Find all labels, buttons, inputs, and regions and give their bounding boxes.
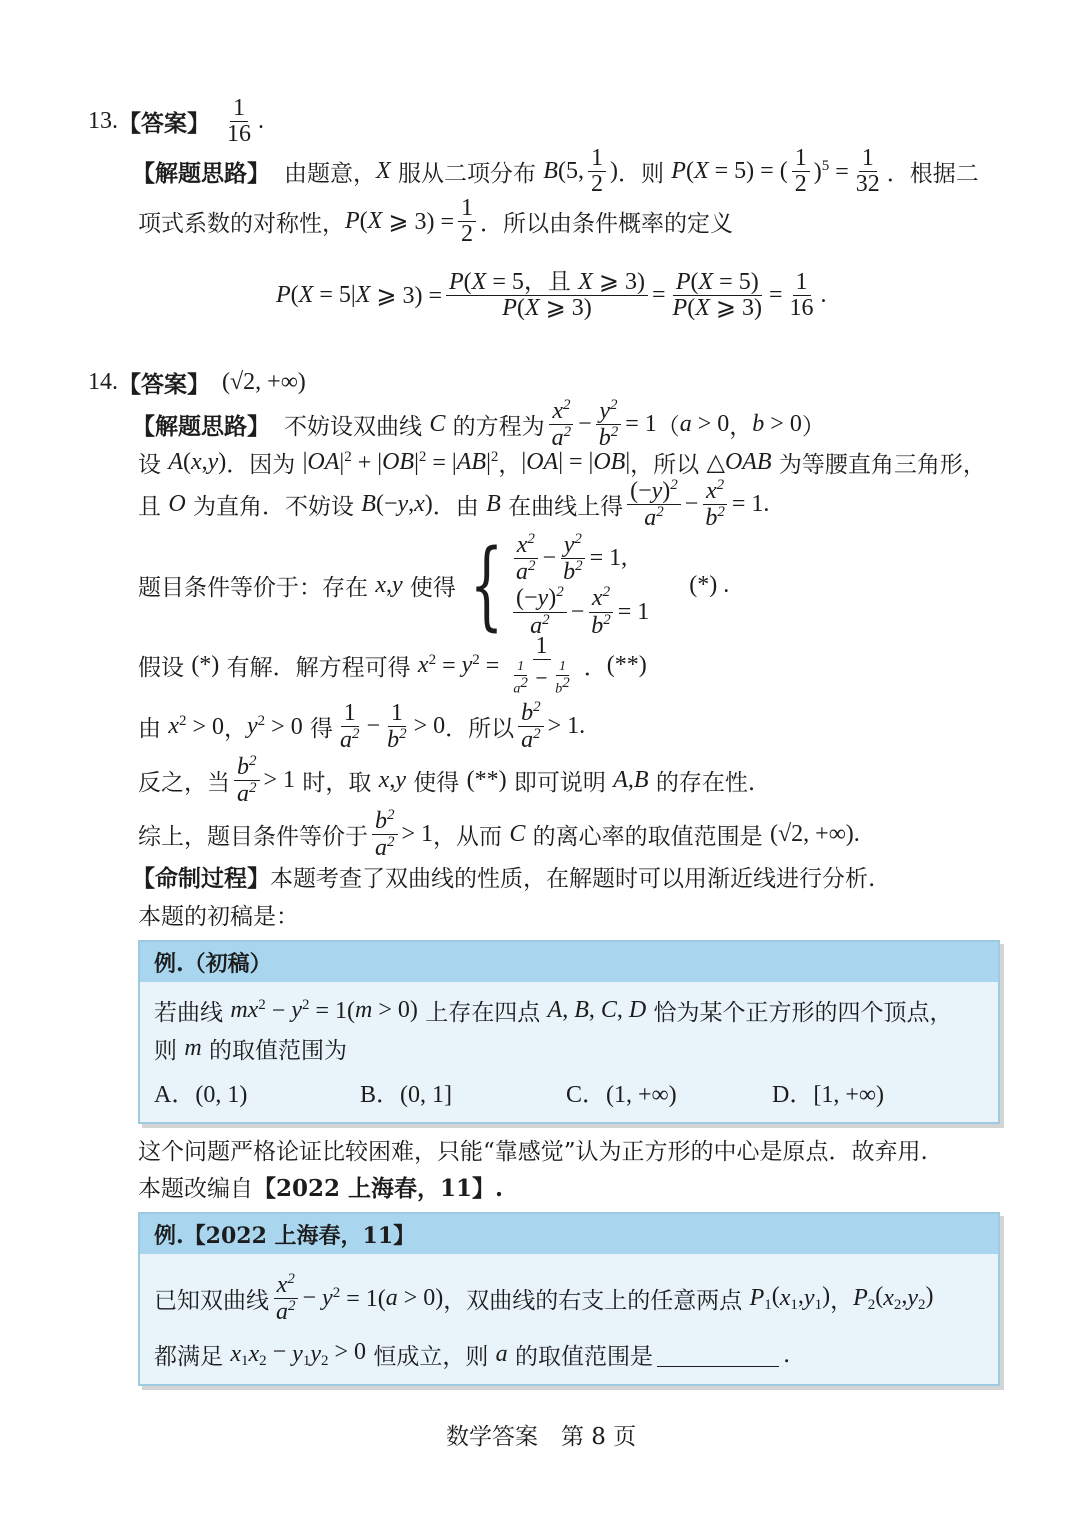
system-brace: {: [469, 529, 504, 642]
q14-line7: 反之，当 $\frac{b^2}{a^2}$ > 1 时，取 x , y 使得 (**) 即可说明 A , B 的存在性.: [138, 753, 756, 808]
example1-options: [154, 1074, 884, 1109]
q13-idea-line1: 【解题思路】 由题意， X 服从二项分布 B (5, $\frac{1}{2}$ ) ．则 P ( X = 5) = ( $\frac{1}{2}$ )$^5$ = $\frac{1}{32}$ ．根据二: [132, 145, 979, 198]
q13-idea-line2: 项式系数的对称性， P ( X ⩾ 3) = $\frac{1}{2}$ ．所以由条件概率的定义: [138, 195, 733, 248]
q14-idea-line1: 【解题思路】 不妨设双曲线 C 的方程为 $\frac{x^2}{a^2}$ − $\frac{y^2}{b^2}$ = 1 （ a > 0 ， b > 0 ）: [132, 397, 825, 452]
q13-number: 13.: [88, 108, 118, 135]
q14-answer-value: (√2, +∞): [222, 369, 306, 395]
q13-answer-label: 【答案】: [118, 110, 210, 138]
page-footer: 数学答案 第 8 页: [446, 1424, 637, 1450]
example2-title: 例.【2022 上海春，11】: [140, 1214, 998, 1254]
comment-line1: 这个问题严格论证比较困难，只能“靠感觉”认为正方形的中心是原点．故弃用.: [138, 1139, 928, 1165]
option-b: B．(0, 1]: [360, 1082, 452, 1108]
q14-draft-intro: 本题的初稿是：: [138, 904, 299, 930]
q14-process-label: 【命制过程】: [132, 865, 270, 892]
q14-answer-line: [88, 366, 306, 399]
example-box-source: [138, 1212, 1000, 1386]
q14-line8: 综上，题目条件等价于 $\frac{b^2}{a^2}$ > 1 ，从而 C 的离心率的取值范围是 (√2, +∞).: [138, 807, 860, 862]
q13-answer-line: 13. 【答案】 $\frac{1}{16}$ .: [88, 95, 264, 148]
q14-line6: 由 x $^2$ > 0 ， y $^2$ > 0 得 $\frac{1}{a^2}$ − $\frac{1}{b^2}$ > 0 ．所以 $\frac{b^2}{a^2}$ > 1.: [138, 699, 586, 754]
source-ref: 【2022 上海春，11】.: [253, 1175, 504, 1202]
example-box-draft: [138, 940, 1000, 1124]
q14-number: 14.: [88, 369, 118, 395]
example2-text1: 已知双曲线 $\frac{x^2}{a^2}$ − y $^2$ = 1( a > 0) ，双曲线的右支上的任意两点 P $_1$( x $_1$, y $_1$) ， P $_2$( x $_2$, y $_2$): [154, 1271, 934, 1326]
q14-idea-label: 【解题思路】: [132, 413, 270, 441]
q14-process-text: 本题考查了双曲线的性质，在解题时可以用渐近线进行分析.: [270, 866, 876, 892]
example2-text2: 都满足 x $_1$ x $_2$ − y $_1$ y $_2$ > 0 恒成立，则 a 的取值范围是 .: [154, 1339, 791, 1370]
q14-line3: 且 O 为直角．不妨设 B (− y , x ) ．由 B 在曲线上得 $\frac{(-y)^2}{a^2}$ − $\frac{x^2}{b^2}$ = 1.: [138, 477, 770, 532]
comment-line2: 本题改编自 【2022 上海春，11】.: [138, 1170, 503, 1203]
option-a: A．(0, 1): [154, 1082, 248, 1108]
q14-line2: 设 A ( x , y ) ．因为 | OA $|^2$ + | OB $|^2$ = | AB $|^2$ ， | OA | = | OB | ，所以 △ OAB 为等腰直角三角形，: [138, 448, 986, 478]
answer-blank: [657, 1342, 779, 1367]
q14-answer-label: 【答案】: [118, 371, 210, 398]
q13-formula: P ( X = 5| X ⩾ 3) = $\frac{\text{P(X = 5，且 X ⩾ 3)}}{P(X ⩾ 3)}$ = $\frac{P(X = 5)}{P(X ⩾ 3)}$ = $\frac{1}{16}$ .: [276, 269, 827, 322]
option-c: C．(1, +∞): [566, 1082, 677, 1108]
equation-system: $\frac{x^2}{a^2}$ − $\frac{y^2}{b^2}$ = 1, $\frac{(-y)^2}{a^2}$ − $\frac{x^2}{b^2}$ = 1: [509, 532, 649, 639]
q13-answer-fraction: $\frac{1}{16}$: [227, 95, 251, 148]
example-title: 例.（初稿）: [140, 942, 998, 982]
q14-process-line: [132, 860, 875, 893]
q14-line5: 假设 (*) 有解．解方程可得 x $^2$ = y $^2$ = 1 $\frac{1}{a^2}$ − $\frac{1}{b^2}$ ． (**): [138, 633, 647, 697]
q14-line4: 题目条件等价于：存在 x , y 使得 { $\frac{x^2}{a^2}$ − $\frac{y^2}{b^2}$ = 1, $\frac{(-y)^2}{a^2}$ − $\frac{x^2}{b^2}$ = 1 (*) .: [138, 529, 730, 642]
example1-text2: 则 m 的取值范围为: [154, 1035, 347, 1064]
example1-text1: 若曲线 mx $^2$ − y $^2$ = 1( m > 0) 上存在四点 A , B , C , D 恰为某个正方形的四个顶点，: [154, 996, 953, 1026]
option-d: D．[1, +∞): [772, 1082, 884, 1108]
q13-idea-label: 【解题思路】: [132, 160, 270, 188]
